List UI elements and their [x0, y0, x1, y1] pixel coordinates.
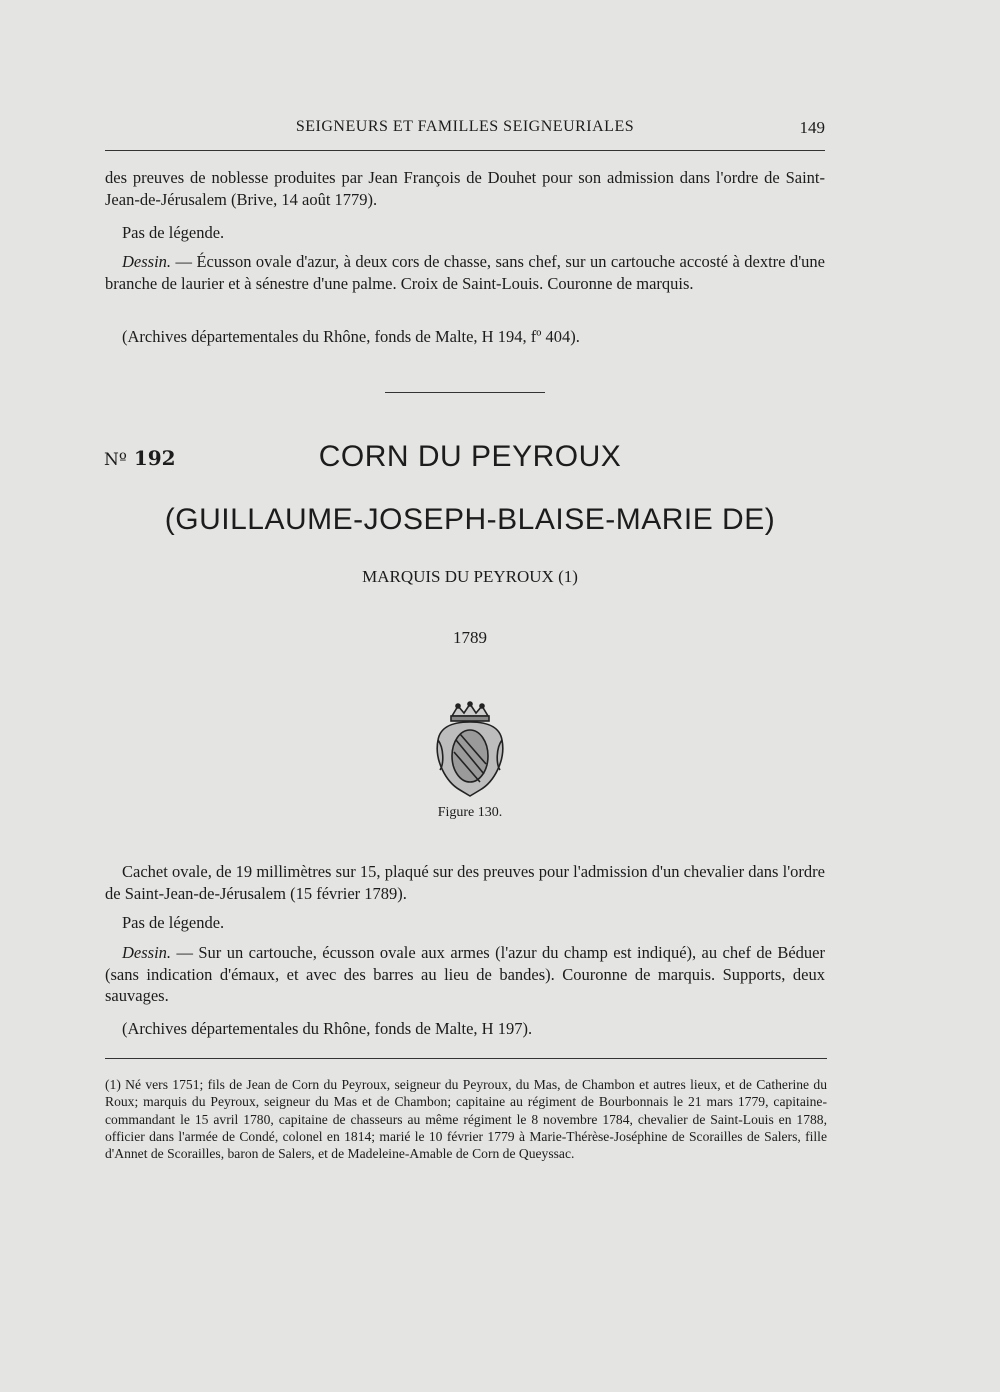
running-title: SEIGNEURS ET FAMILLES SEIGNEURIALES [295, 118, 635, 135]
entry-subtitle: (GUILLAUME-JOSEPH-BLAISE-MARIE DE) [164, 503, 776, 536]
entry-drawing-text: — Sur un cartouche, écusson ovale aux armes (l'azur du champ est indiqué), au chef de Béduer (sans indication d'émaux, et avec des barres au lieu de bandes). Couronne de marquis. Supports, deux sauvages. [105, 943, 825, 1005]
footnote: (1) Né vers 1751; fils de Jean de Corn du Peyroux, seigneur du Peyroux, du Mas, de Chambon et autres lieux, et de Catherine du Roux; marquis du Peyroux, seigneur du Mas et de Chambon; capitaine au régiment de Bourbonnais le 21 mars 1779, capitaine-commandant le 15 avril 1780, capitaine de chasseurs au même régiment le 8 novembre 1784, chevalier de Saint-Louis en 1788, officier dans l'armée de Condé, colonel en 1814; marié le 10 février 1779 à Marie-Thérèse-Joséphine de Scorailles de Salers, fille d'Annet de Scorailles, baron de Salers, et de Madeleine-Amable de Corn de Queyssac. [105, 1077, 827, 1162]
entry-rank: MARQUIS DU PEYROUX (1) [362, 567, 578, 586]
entry-number [104, 446, 176, 470]
entry-number-prefix: Nº [104, 450, 127, 470]
entry-number-value: 192 [133, 446, 176, 470]
drawing-text: — Écusson ovale d'azur, à deux cors de chasse, sans chef, sur un cartouche accosté à dextre d'une branche de laurier et à sénestre d'une palme. Croix de Saint-Louis. Couronne de marquis. [105, 252, 825, 293]
entry-archive-reference: (Archives départementales du Rhône, fonds de Malte, H 197). [122, 1019, 533, 1038]
continuation-paragraph: des preuves de noblesse produites par Jean François de Douhet pour son admission dans l'ordre de Saint-Jean-de-Jérusalem (Brive, 14 août 1779). [105, 168, 825, 209]
entry-legend: Pas de légende. [122, 913, 225, 932]
header-rule [105, 150, 825, 151]
entry-year: 1789 [453, 628, 487, 647]
drawing-label: Dessin. [122, 252, 172, 271]
entry-title: CORN DU PEYROUX [318, 440, 622, 473]
seal-figure [430, 700, 510, 800]
drawing-paragraph [105, 251, 825, 294]
entry-drawing-paragraph [105, 942, 825, 1007]
figure-caption: Figure 130. [437, 805, 503, 820]
archive-reference: (Archives départementales du Rhône, fonds de Malte, H 194, fº 404). [122, 327, 580, 346]
entry-drawing-label: Dessin. [122, 943, 172, 962]
seal-description: Cachet ovale, de 19 millimètres sur 15, plaqué sur des preuves pour l'admission d'un chevalier dans l'ordre de Saint-Jean-de-Jérusalem (15 février 1789). [105, 862, 825, 903]
section-divider [385, 392, 545, 393]
footnote-rule [105, 1058, 827, 1059]
legend-paragraph: Pas de légende. [122, 223, 225, 242]
page-number: 149 [799, 118, 825, 137]
running-head [105, 118, 825, 140]
